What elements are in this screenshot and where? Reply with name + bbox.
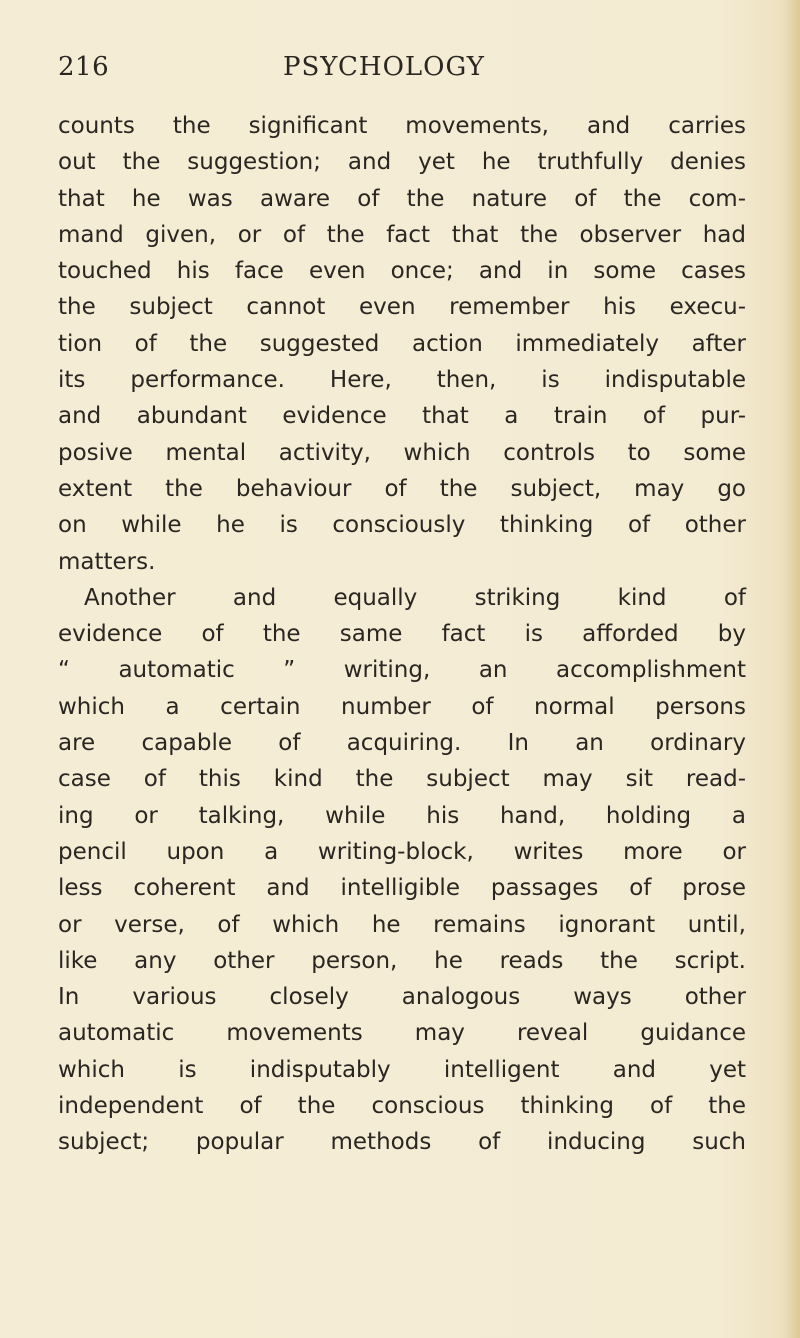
body-text [58, 108, 746, 1161]
text-line: posive mental activity, which controls to some [58, 439, 746, 466]
paragraph-first-line: Another and equally striking kind of [84, 584, 746, 611]
text-line: and abundant evidence that a train of pur- [58, 403, 746, 430]
text-line: tion of the suggested action immediately after [58, 330, 746, 357]
text-line: pencil upon a writing-block, writes more or [58, 838, 746, 865]
text-line: automatic movements may reveal guidance [58, 1020, 746, 1047]
text-line: touched his face even once; and in some cases [58, 258, 746, 285]
text-line: mand given, or of the fact that the observer had [58, 221, 746, 248]
text-line: “ automatic ” writing, an accomplishment [58, 657, 746, 684]
text-line: out the suggestion; and yet he truthfully denies [58, 149, 746, 176]
text-line: evidence of the same fact is afforded by [58, 621, 746, 648]
text-line: which is indisputably intelligent and yet [58, 1056, 746, 1083]
page-number: 216 [58, 52, 110, 82]
text-line: the subject cannot even remember his execu- [58, 294, 746, 321]
text-line: In various closely analogous ways other [58, 984, 746, 1011]
text-line: its performance. Here, then, is indisputable [58, 367, 746, 394]
text-line: that he was aware of the nature of the com- [58, 185, 746, 212]
text-line: counts the significant movements, and carries [58, 113, 746, 139]
text-line: are capable of acquiring. In an ordinary [58, 730, 746, 757]
page-edge [786, 0, 800, 1338]
text-line: case of this kind the subject may sit read- [58, 766, 746, 793]
text-line: or verse, of which he remains ignorant until, [58, 911, 746, 938]
text-line: matters. [58, 548, 156, 575]
text-line: like any other person, he reads the script. [58, 947, 746, 974]
running-head: PSYCHOLOGY [283, 52, 485, 82]
text-line: ing or talking, while his hand, holding a [58, 802, 746, 829]
text-line: which a certain number of normal persons [58, 693, 746, 720]
text-line: less coherent and intelligible passages of prose [58, 875, 746, 902]
text-line: independent of the conscious thinking of the [58, 1093, 746, 1120]
text-line: extent the behaviour of the subject, may go [58, 475, 746, 502]
text-line: subject; popular methods of inducing such [58, 1129, 746, 1156]
text-line: on while he is consciously thinking of other [58, 512, 746, 539]
page-header [58, 52, 748, 92]
